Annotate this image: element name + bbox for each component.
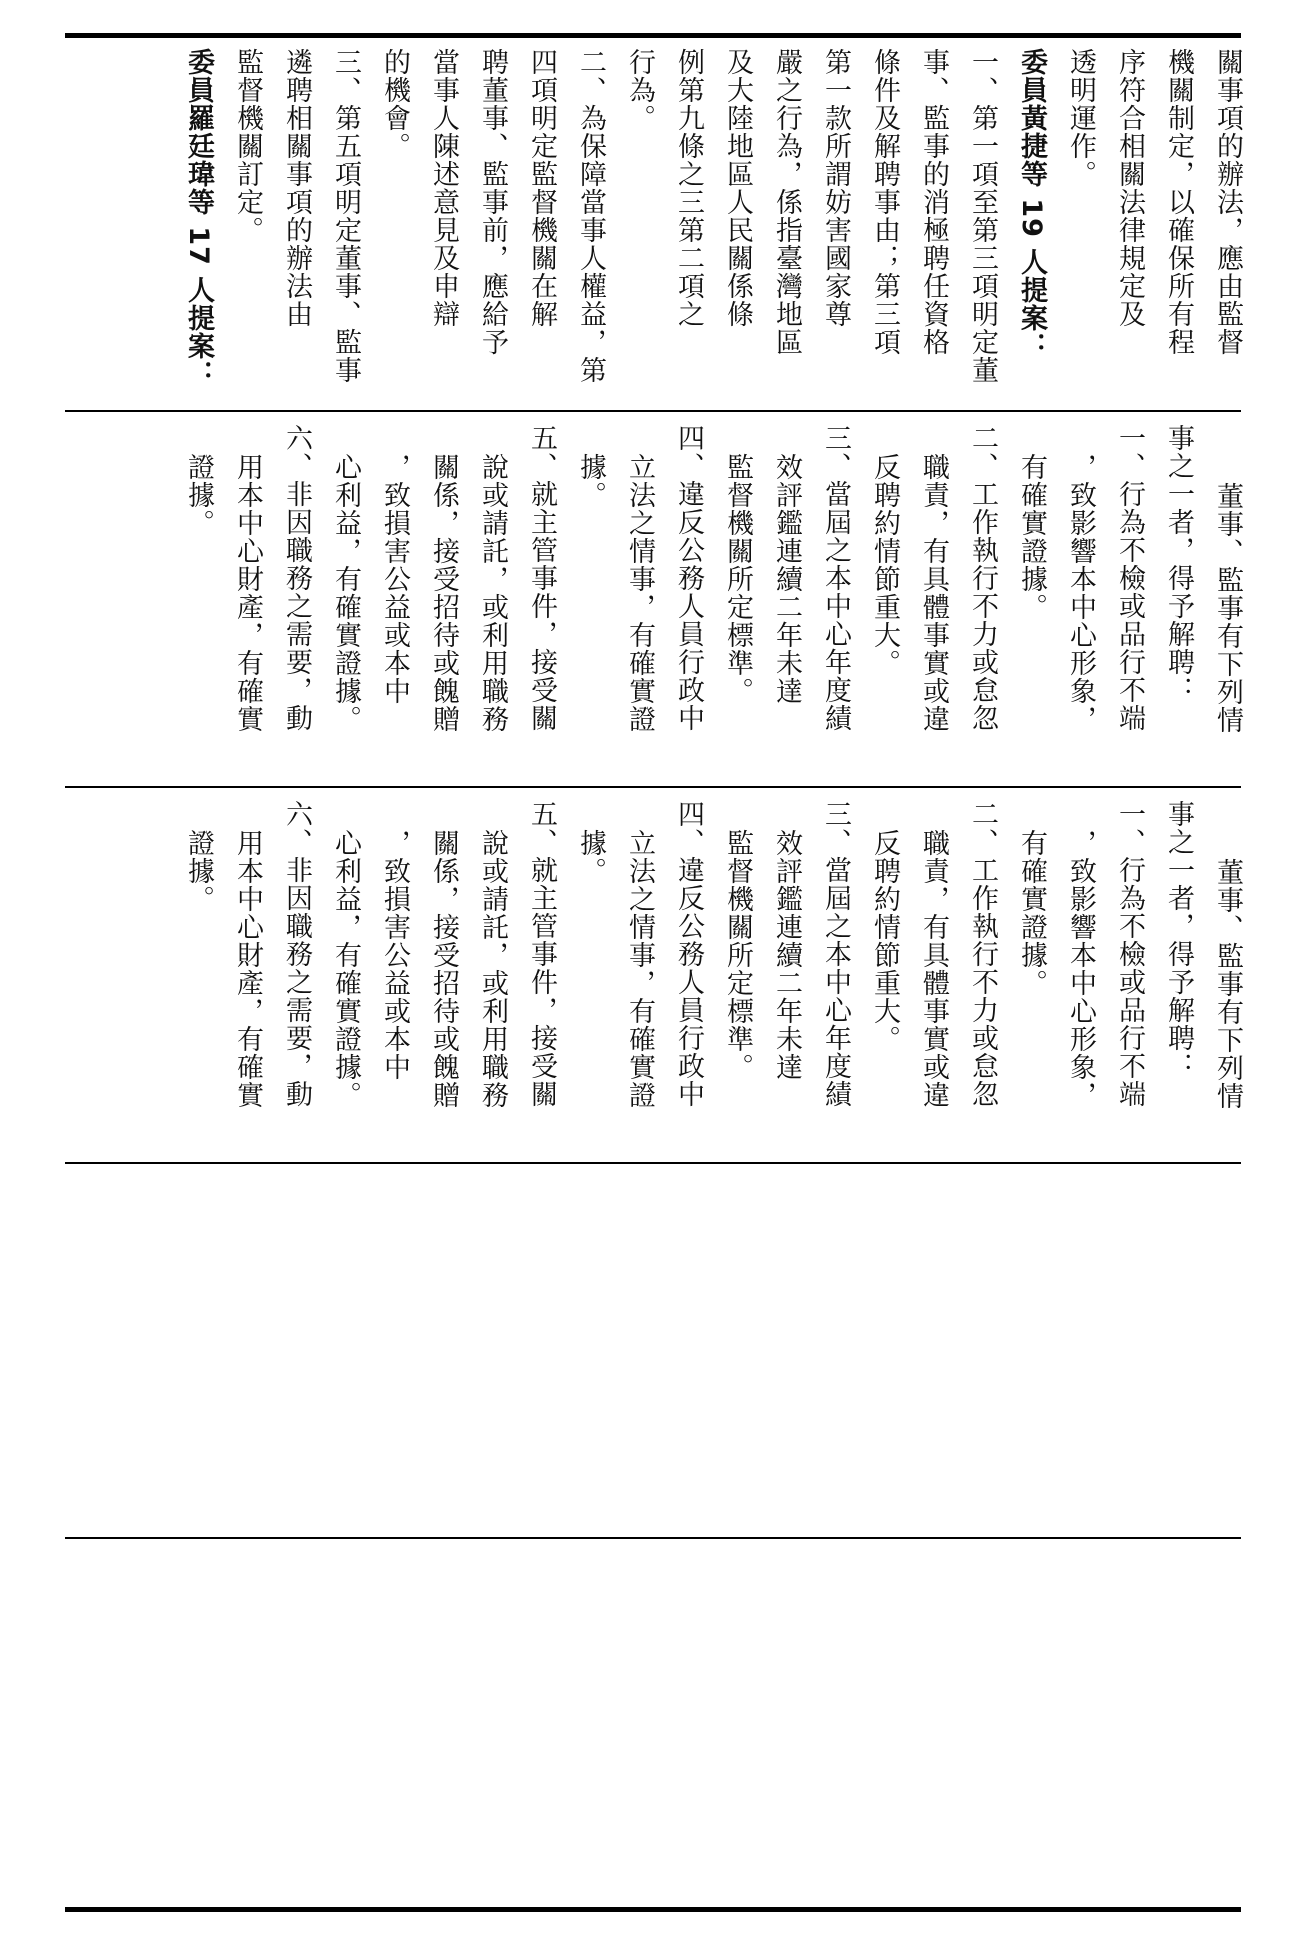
text-line: 有確實證據。	[1016, 829, 1047, 997]
top-rule	[65, 33, 1241, 38]
text-line: 據。	[575, 453, 606, 509]
text-line: 心利益，有確實證據。	[330, 453, 361, 733]
text-line: 一、第一項至第三項明定董	[967, 48, 998, 384]
text-line: 四、違反公務人員行政中	[673, 424, 704, 732]
original-text-block	[65, 800, 1241, 1160]
text-line: 嚴之行為，係指臺灣地區	[771, 48, 802, 356]
text-line: 關事項的辦法，應由監督	[1212, 48, 1243, 356]
text-line: 透明運作。	[1065, 48, 1096, 188]
text-line: 遴聘相關事項的辦法由	[281, 48, 312, 328]
text-line: 事、監事的消極聘任資格	[918, 48, 949, 356]
text-line: 董事、監事有下列情	[1212, 858, 1243, 1110]
text-line: 六、非因職務之需要，動	[281, 800, 312, 1108]
text-line: 效評鑑連續二年未達	[771, 829, 802, 1081]
text-line: 職責，有具體事實或違	[918, 829, 949, 1109]
text-line: ，致影響本中心形象，	[1065, 829, 1096, 1109]
text-line: 行為。	[624, 48, 655, 132]
text-line: 事之一者，得予解聘：	[1163, 424, 1194, 704]
bottom-rule	[65, 1907, 1241, 1912]
text-line: 心利益，有確實證據。	[330, 829, 361, 1109]
text-line: 監督機關所定標準。	[722, 453, 753, 705]
text-line: 證據。	[183, 829, 214, 913]
text-line: 條件及解聘事由；第三項	[869, 48, 900, 356]
row-divider	[65, 410, 1241, 412]
text-line: 四項明定監督機關在解	[526, 48, 557, 328]
text-line: 關係，接受招待或餽贈	[428, 453, 459, 733]
text-line: 四、違反公務人員行政中	[673, 800, 704, 1108]
text-line: 委員黃捷等 19 人提案：	[1016, 48, 1047, 361]
text-line: 五、就主管事件，接受關	[526, 800, 557, 1108]
text-line: 機關制定，以確保所有程	[1163, 48, 1194, 356]
text-line: 序符合相關法律規定及	[1114, 48, 1145, 328]
text-line: 反聘約情節重大。	[869, 829, 900, 1053]
text-line: 據。	[575, 829, 606, 885]
text-line: 事之一者，得予解聘：	[1163, 800, 1194, 1080]
text-line: 第一款所謂妨害國家尊	[820, 48, 851, 328]
text-line: 用本中心財產，有確實	[232, 829, 263, 1109]
text-line: 關係，接受招待或餽贈	[428, 829, 459, 1109]
text-line: 三、當屆之本中心年度績	[820, 800, 851, 1108]
text-line: 二、為保障當事人權益，第	[575, 48, 606, 384]
text-line: 二、工作執行不力或怠忽	[967, 800, 998, 1108]
text-line: 用本中心財產，有確實	[232, 453, 263, 733]
text-line: ，致損害公益或本中	[379, 453, 410, 705]
text-line: 三、當屆之本中心年度績	[820, 424, 851, 732]
text-line: 證據。	[183, 453, 214, 537]
row-divider	[65, 786, 1241, 788]
text-line: 當事人陳述意見及申辯	[428, 48, 459, 328]
text-line: 委員羅廷瑋等 17 人提案：	[183, 48, 214, 389]
text-line: ，致損害公益或本中	[379, 829, 410, 1081]
text-line: 二、工作執行不力或怠忽	[967, 424, 998, 732]
text-line: 有確實證據。	[1016, 453, 1047, 621]
text-line: 說或請託，或利用職務	[477, 453, 508, 733]
text-line: 三、第五項明定董事、監事	[330, 48, 361, 384]
row-divider	[65, 1162, 1241, 1164]
text-line: 五、就主管事件，接受關	[526, 424, 557, 732]
text-line: 職責，有具體事實或違	[918, 453, 949, 733]
text-line: 監督機關所定標準。	[722, 829, 753, 1081]
text-line: 反聘約情節重大。	[869, 453, 900, 677]
text-line: 監督機關訂定。	[232, 48, 263, 244]
text-line: 董事、監事有下列情	[1212, 482, 1243, 734]
text-line: ，致影響本中心形象，	[1065, 453, 1096, 733]
text-line: 立法之情事，有確實證	[624, 453, 655, 733]
text-line: 一、行為不檢或品行不端	[1114, 424, 1145, 732]
amendment-text-block	[65, 424, 1241, 784]
text-line: 一、行為不檢或品行不端	[1114, 800, 1145, 1108]
text-line: 的機會。	[379, 48, 410, 160]
text-line: 聘董事、監事前，應給予	[477, 48, 508, 356]
text-line: 立法之情事，有確實證	[624, 829, 655, 1109]
explanation-text-block	[65, 48, 1241, 408]
row-divider	[65, 1537, 1241, 1539]
text-line: 六、非因職務之需要，動	[281, 424, 312, 732]
text-line: 說或請託，或利用職務	[477, 829, 508, 1109]
text-line: 效評鑑連續二年未達	[771, 453, 802, 705]
text-line: 及大陸地區人民關係條	[722, 48, 753, 328]
text-line: 例第九條之三第二項之	[673, 48, 704, 328]
